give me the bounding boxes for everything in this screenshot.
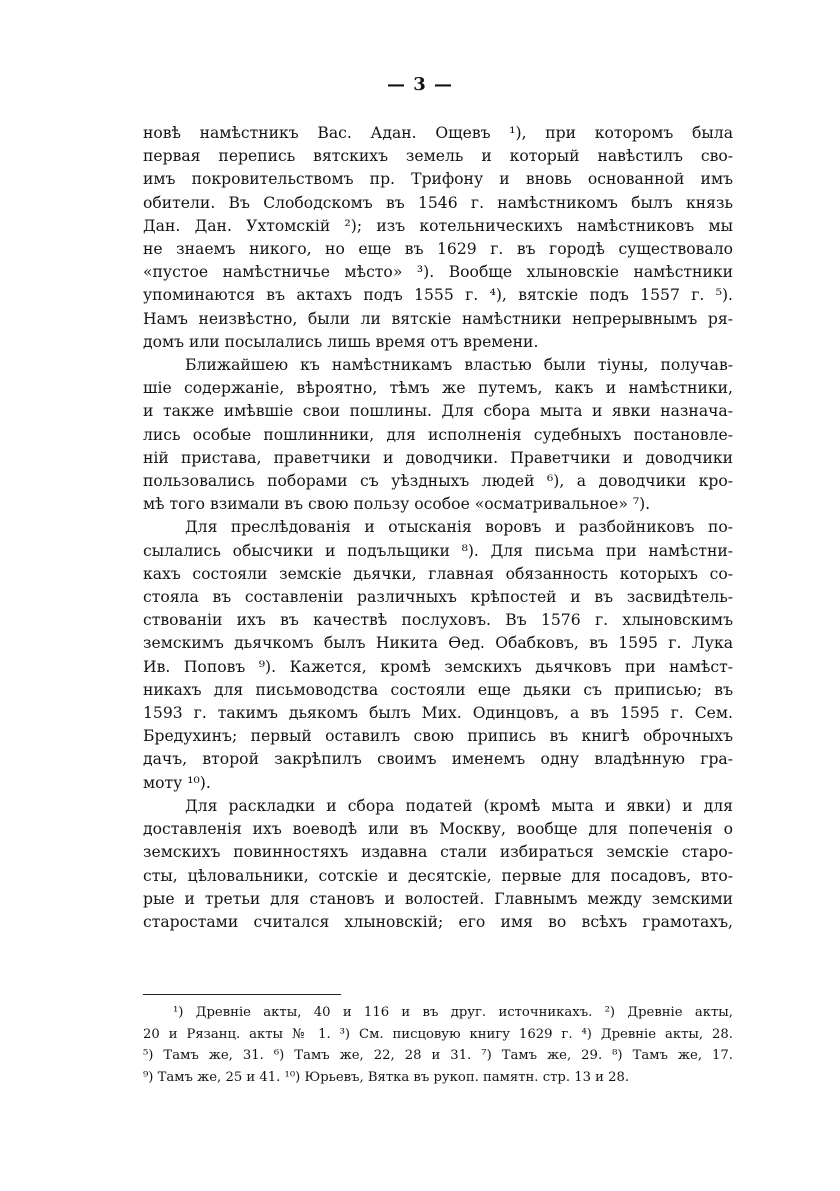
text-line: не знаемъ никого, но еще въ 1629 г. въ городѣ существовало [143, 240, 733, 259]
paragraph [143, 122, 733, 354]
text-line: домъ или посылались лишь время отъ времени. [143, 332, 539, 351]
footnote-divider [143, 994, 341, 995]
text-line: обители. Въ Слободскомъ въ 1546 г. намѣстникомъ былъ князь [143, 193, 733, 212]
text-line: 1593 г. такимъ дьякомъ былъ Мих. Одинцовъ, а въ 1595 г. Сем. [143, 704, 733, 723]
footnote-line: ⁵) Тамъ же, 31. ⁶) Тамъ же, 22, 28 и 31. ⁷) Тамъ же, 29. ⁸) Тамъ же, 17. [143, 1048, 733, 1064]
text-line: Ив. Поповъ ⁹). Кажется, кромѣ земскихъ дьячковъ при намѣст- [143, 657, 733, 676]
text-line: Для преслѣдованія и отысканія воровъ и разбойниковъ по- [185, 518, 733, 537]
text-line: доставленія ихъ воеводѣ или въ Москву, вообще для попеченія о [143, 820, 733, 839]
text-line: Дан. Дан. Ухтомскій ²); изъ котельническихъ намѣстниковъ мы [143, 216, 733, 235]
text-line: мѣ того взимали въ свою пользу особое «осматривальное» ⁷). [143, 495, 651, 514]
text-line: никахъ для письмоводства состояли еще дьяки съ приписью; въ [143, 680, 733, 699]
text-line: пользовались поборами съ уѣздныхъ людей ⁶), а доводчики кро- [143, 472, 733, 491]
text-line: сты, цѣловальники, сотскіе и десятскіе, первые для посадовъ, вто- [143, 866, 733, 885]
text-line: земскихъ повинностяхъ издавна стали избираться земскіе старо- [143, 843, 733, 862]
footnote-line: ¹) Древніе акты, 40 и 116 и въ друг. источникахъ. ²) Древніе акты, [173, 1005, 733, 1020]
text-line: земскимъ дьячкомъ былъ Никита Ѳед. Обабковъ, въ 1595 г. Лука [143, 634, 733, 653]
text-line: «пустое намѣстничье мѣсто» ³). Вообще хлыновскіе намѣстники [143, 263, 733, 282]
text-line: кахъ состояли земскіе дьячки, главная обязанность которыхъ со- [143, 564, 733, 583]
paragraph [143, 795, 733, 934]
paragraph [143, 354, 733, 516]
text-line: лись особые пошлинники, для исполненія судебныхъ постановле- [143, 425, 733, 444]
text-line: шіе содержаніе, вѣроятно, тѣмъ же путемъ, какъ и намѣстники, [143, 379, 733, 398]
text-line: рые и третьи для становъ и волостей. Главнымъ между земскими [143, 889, 733, 908]
text-line: Бредухинъ; первый оставилъ свою припись въ книгѣ оброчныхъ [143, 727, 733, 746]
text-line: ній пристава, праветчики и доводчики. Праветчики и доводчики [143, 448, 733, 467]
text-line: стояла въ составленіи различныхъ крѣпостей и въ засвидѣтель- [143, 588, 733, 607]
text-line: и также имѣвшіе свои пошлины. Для сбора мыта и явки назнача- [143, 402, 733, 421]
text-line: моту ¹⁰). [143, 773, 211, 792]
text-line: имъ покровительствомъ пр. Трифону и вновь основанной имъ [143, 170, 733, 189]
footnote-line: ⁹) Тамъ же, 25 и 41. ¹⁰) Юрьевъ, Вятка въ рукоп. памятн. стр. 13 и 28. [143, 1069, 630, 1085]
text-line: упоминаются въ актахъ подъ 1555 г. ⁴), вятскіе подъ 1557 г. ⁵). [143, 286, 733, 305]
footnotes [143, 1002, 733, 1088]
text-line: первая перепись вятскихъ земель и который навѣстилъ сво- [143, 147, 733, 166]
paragraph [143, 516, 733, 794]
page-number: — 3 — [386, 74, 454, 95]
text-line: Ближайшею къ намѣстникамъ властью были тіуны, получав- [185, 356, 733, 375]
text-line: Для раскладки и сбора податей (кромѣ мыта и явки) и для [185, 796, 733, 815]
text-line: дачъ, второй закрѣпилъ своимъ именемъ одну владѣнную гра- [143, 750, 733, 769]
text-line: Намъ неизвѣстно, были ли вятскіе намѣстники непрерывнымъ ря- [143, 309, 733, 328]
text-line: новѣ намѣстникъ Вас. Адан. Ощевъ ¹), при которомъ была [143, 124, 733, 142]
text-line: ствованіи ихъ въ качествѣ послуховъ. Въ 1576 г. хлыновскимъ [143, 611, 733, 630]
body-text [143, 122, 733, 934]
footnote-line: 20 и Рязанц. акты № 1. ³) См. писцовую книгу 1629 г. ⁴) Древніе акты, 28. [143, 1026, 733, 1042]
text-line: старостами считался хлыновскій; его имя во всѣхъ грамотахъ, [143, 912, 733, 931]
text-line: сылались обысчики и подъльщики ⁸). Для письма при намѣстни- [143, 541, 733, 560]
